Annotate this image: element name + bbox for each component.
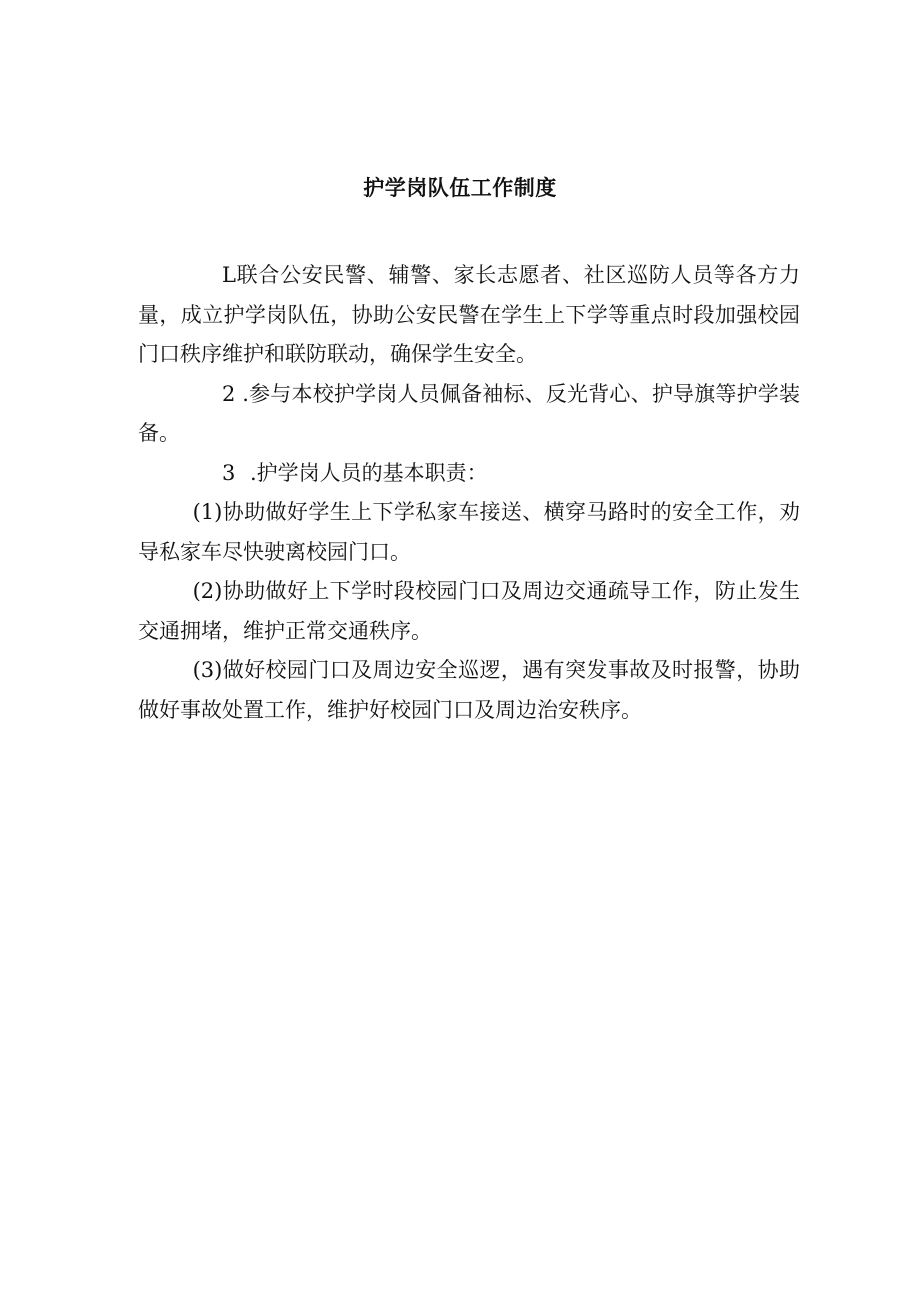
item-number-2: 2	[222, 381, 236, 406]
document-body	[138, 256, 800, 730]
item-text-2: .参与本校护学岗人员佩备袖标、反光背心、护导旗等护学装备。	[138, 381, 800, 445]
duty-item-3: (3)做好校园门口及周边安全巡逻，遇有突发事故及时报警，协助做好事故处置工作，维护好校园门口及周边治安秩序。	[138, 658, 800, 722]
duty-item-2: (2)协助做好上下学时段校园门口及周边交通疏导工作，防止发生交通拥堵，维护正常交通秩序。	[138, 579, 800, 643]
paragraph-item-2	[138, 375, 800, 454]
document-title: 护学岗队伍工作制度	[363, 176, 557, 200]
paragraph-item-1	[138, 256, 800, 375]
item-text-3: .护学岗人员的基本职责：	[250, 460, 488, 485]
item-text-1: 联合公安民警、辅警、家长志愿者、社区巡防人员等各方力量，成立护学岗队伍，协助公安民警在学生上下学等重点时段加强校园门口秩序维护和联防联动，确保学生安全。	[138, 263, 800, 366]
item-number-3: 3	[222, 460, 236, 485]
paragraph-item-3	[138, 454, 800, 494]
item-number-1: L	[222, 263, 236, 287]
duty-item-1: (1)协助做好学生上下学私家车接送、横穿马路时的安全工作，劝导私家车尽快驶离校园门口。	[138, 500, 800, 564]
